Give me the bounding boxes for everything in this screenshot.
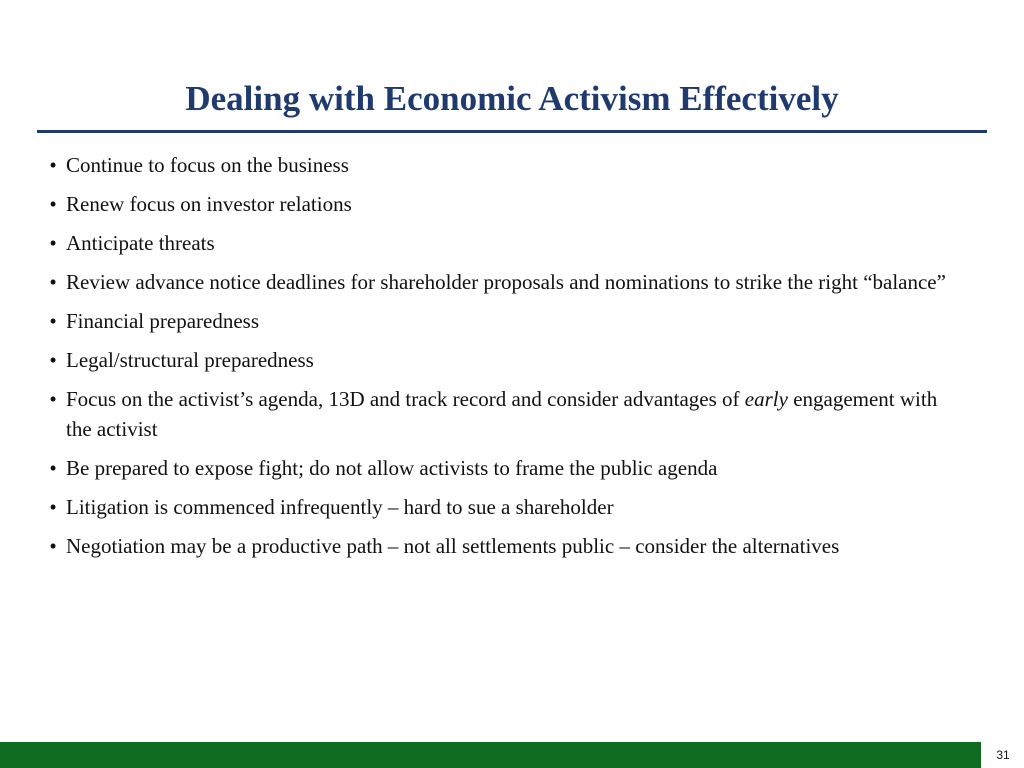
slide-title: Dealing with Economic Activism Effectively xyxy=(185,79,839,118)
bullet-item xyxy=(44,189,954,219)
bullet-dot-icon: • xyxy=(49,192,57,216)
bullet-dot-icon: • xyxy=(49,495,57,519)
bullet-item xyxy=(44,345,954,375)
bullet-list xyxy=(44,150,954,570)
bullet-item xyxy=(44,267,954,297)
bullet-dot-icon: • xyxy=(49,270,57,294)
bullet-text: Financial preparedness xyxy=(66,309,260,333)
bullet-text-before: Focus on the activist’s agenda, 13D and track record and consider advantages of xyxy=(66,387,745,411)
bullet-dot-icon: • xyxy=(49,348,57,372)
bullet-text: Negotiation may be a productive path – not all settlements public – consider the alternatives xyxy=(66,534,840,558)
bullet-text: Be prepared to expose fight; do not allow activists to frame the public agenda xyxy=(66,456,718,480)
bullet-item xyxy=(44,531,954,561)
bullet-text: Anticipate threats xyxy=(66,231,215,255)
bullet-item xyxy=(44,150,954,180)
page-number: 31 xyxy=(996,748,1010,762)
bullet-item xyxy=(44,228,954,258)
bullet-item xyxy=(44,306,954,336)
bullet-emphasis: early xyxy=(744,387,788,411)
bullet-item xyxy=(44,384,954,444)
bullet-dot-icon: • xyxy=(49,153,57,177)
bullet-dot-icon: • xyxy=(49,387,57,411)
bullet-item xyxy=(44,492,954,522)
bullet-dot-icon: • xyxy=(49,456,57,480)
bullet-text xyxy=(66,387,937,441)
bullet-item xyxy=(44,453,954,483)
footer-green-bar xyxy=(0,742,981,768)
bullet-text: Litigation is commenced infrequently – hard to sue a shareholder xyxy=(66,495,614,519)
bullet-dot-icon: • xyxy=(49,231,57,255)
bullet-text: Review advance notice deadlines for shareholder proposals and nominations to strike the right “balance” xyxy=(66,270,946,294)
title-underline-rule xyxy=(37,130,987,133)
bullet-text-after: engagement with the activist xyxy=(66,387,938,441)
bullet-dot-icon: • xyxy=(49,309,57,333)
bullet-text: Renew focus on investor relations xyxy=(66,192,352,216)
bullet-text: Continue to focus on the business xyxy=(66,153,349,177)
bullet-dot-icon: • xyxy=(49,534,57,558)
bullet-text: Legal/structural preparedness xyxy=(66,348,314,372)
